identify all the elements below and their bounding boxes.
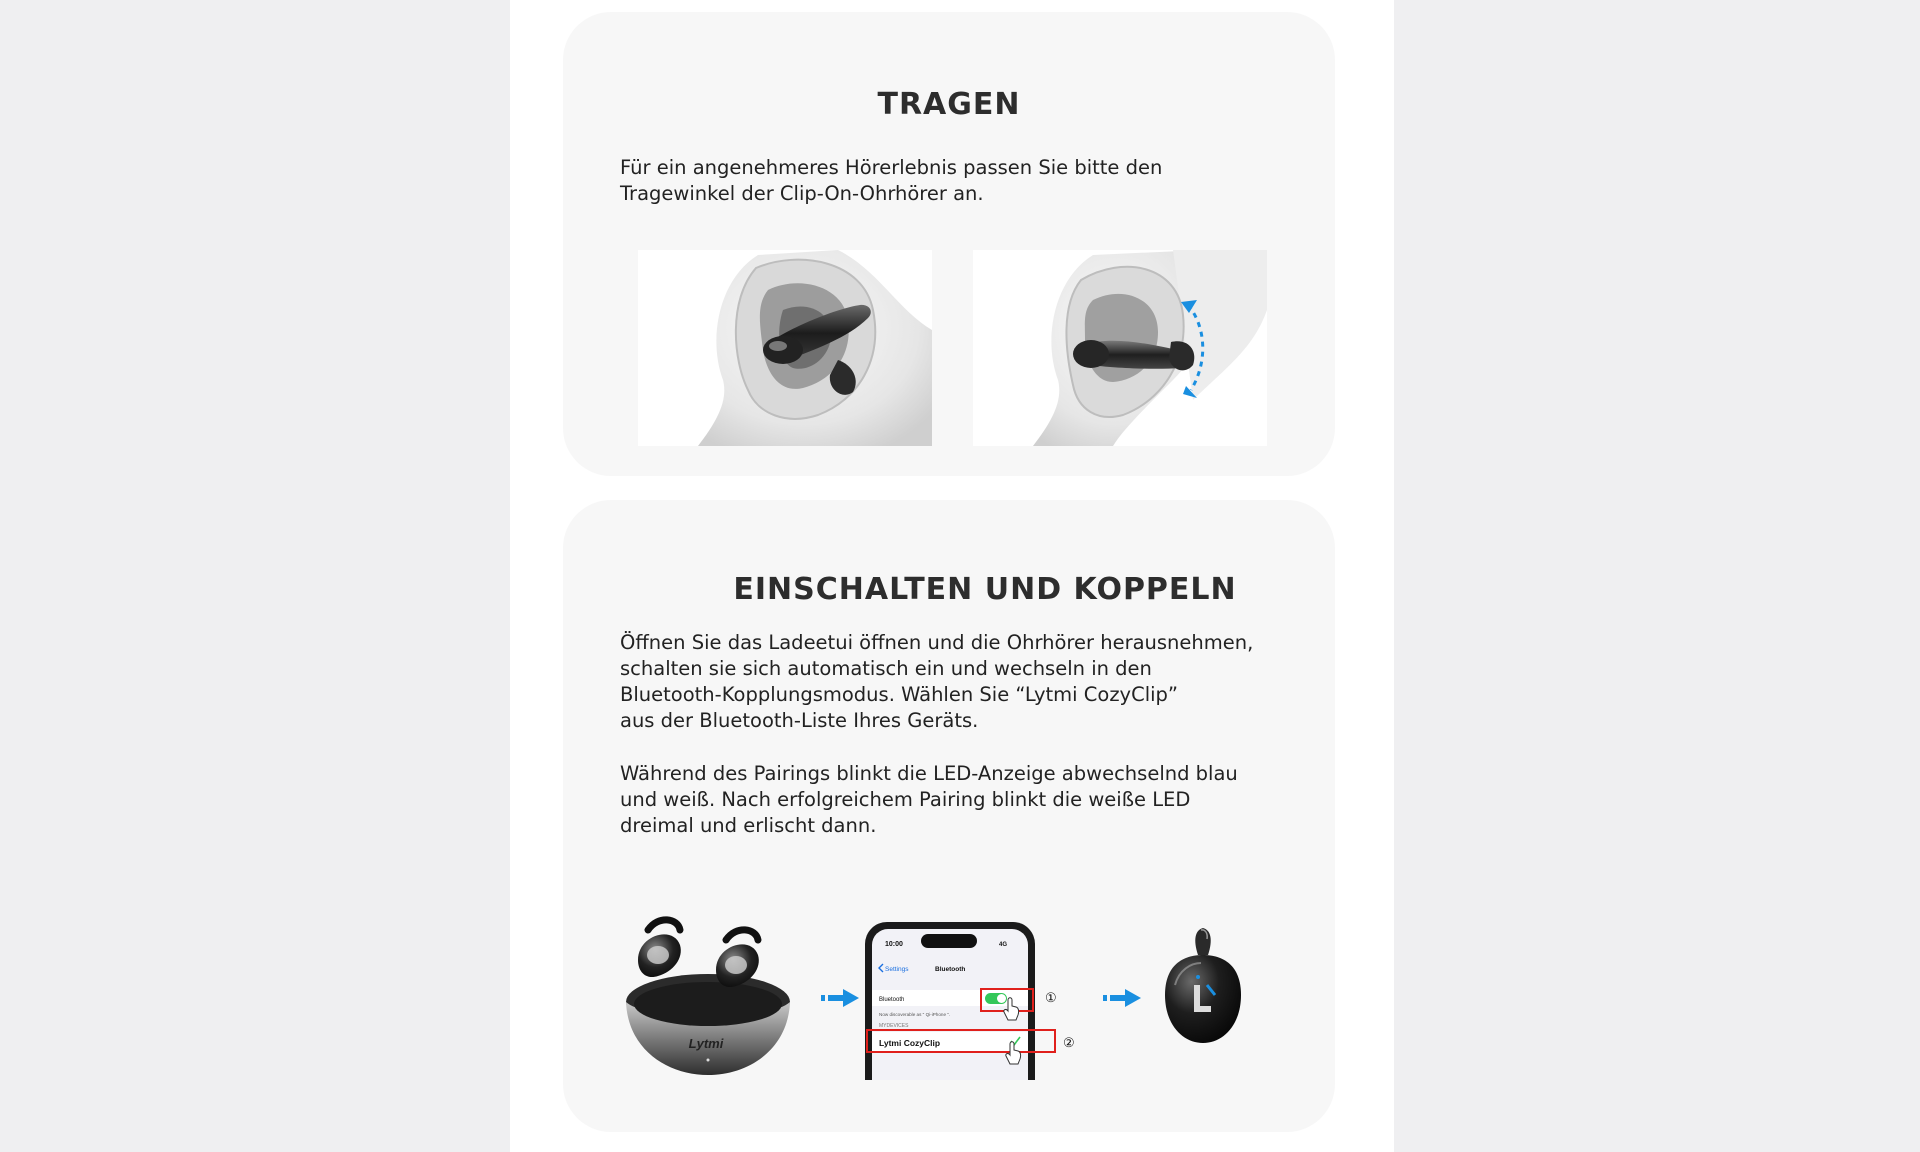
pairing-section-card: [563, 500, 1335, 1132]
discoverable-text: Now discoverable as " Qi-iPhone ".: [879, 1012, 951, 1017]
case-brand-logo: Lytmi: [688, 1036, 724, 1051]
pairing-instructions-text: Öffnen Sie das Ladeetui öffnen und die Ohrhörer herausnehmen, schalten sie sich automatisch ein und wechseln in den Bluetooth-Kopplungsmodus. Wählen Sie “Lytmi CozyClip” aus der Bluetooth-Liste Ihres Geräts.: [620, 631, 1254, 732]
phone-bluetooth-screen: [863, 920, 1103, 1080]
bluetooth-screen-title: Bluetooth: [935, 966, 966, 973]
bluetooth-row-label: Bluetooth: [879, 997, 905, 1003]
pairing-led-text: Während des Pairings blinkt die LED-Anzeige abwechselnd blau und weiß. Nach erfolgreichem Pairing blinkt die weiße LED dreimal und erlischt dann.: [620, 762, 1238, 837]
charging-case-image: [618, 910, 798, 1080]
pairing-section-title: EINSCHALTEN UND KOPPELN: [733, 572, 1237, 607]
wear-section-card: [563, 12, 1335, 476]
my-devices-label: MYDEVICES: [879, 1023, 909, 1029]
step-1-marker: ①: [1045, 990, 1057, 1005]
arrow-right-icon: [1103, 988, 1143, 1008]
phone-network: 4G: [999, 942, 1008, 948]
ear-wearing-image: [638, 250, 932, 446]
product-page: [510, 0, 1394, 1152]
arrow-right-icon: [821, 988, 861, 1008]
phone-time: 10:00: [885, 941, 903, 948]
ear-angle-adjust-image: [973, 250, 1267, 446]
back-to-settings-link[interactable]: Settings: [885, 966, 909, 973]
wear-section-text: Für ein angenehmeres Hörerlebnis passen Sie bitte den Tragewinkel der Clip-On-Ohrhörer an.: [620, 156, 1163, 205]
wear-section-title: TRAGEN: [877, 87, 1021, 122]
step-2-marker: ②: [1063, 1035, 1075, 1050]
device-list-item-lytmi[interactable]: Lytmi CozyClip: [879, 1038, 941, 1048]
earbud-led-image: [1153, 925, 1253, 1055]
